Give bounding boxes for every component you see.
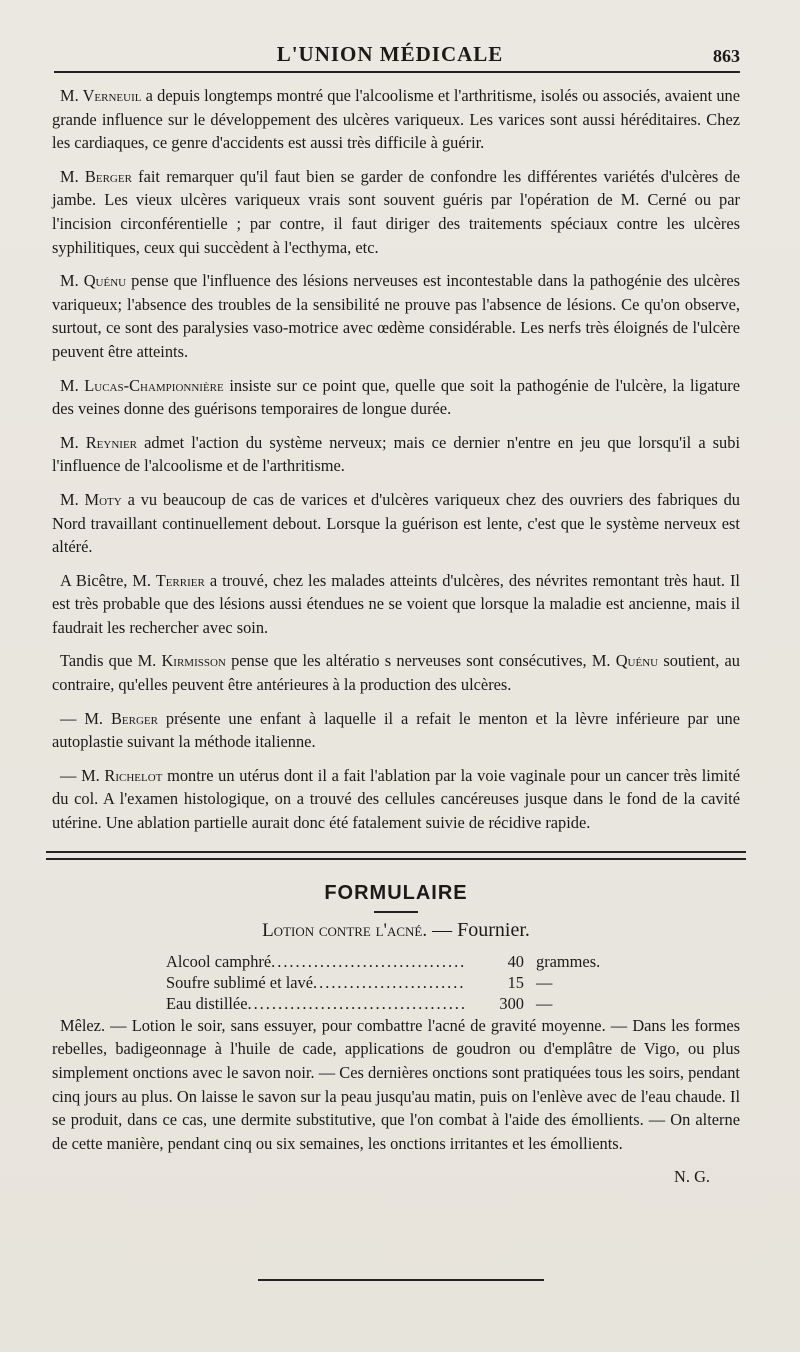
speaker-name: M. Lucas-Championnière: [60, 375, 224, 395]
leader-dots: [271, 951, 464, 972]
page-header: [40, 40, 740, 74]
lotion-name: Lotion contre l'acné.: [262, 920, 428, 942]
author-initials: N. G.: [674, 1167, 710, 1187]
paragraph-text: soutient, au contraire, qu'elles peuvent être antérieures à la production des ulcères.: [52, 651, 741, 695]
paragraph-text: a depuis longtemps montré que l'alcoolisme et l'arthritisme, isolés ou associés, avaient une grande influence sur le développement des ulcères variqueux. Les varices sont aussi héréditaires. Chez les cardiaques, ce genre d'accidents est aussi très difficile à guérir.: [52, 86, 740, 153]
ingredient-qty: 300: [499, 993, 524, 1013]
paragraph-text: présente une enfant à laquelle il a refait le menton et la lèvre inférieure par une autoplastie suivant la méthode italienne.: [52, 708, 740, 752]
title-underline: [374, 911, 418, 913]
recipe-list: [166, 951, 636, 1014]
journal-title: L'UNION MÉDICALE: [276, 42, 504, 66]
speaker-name: M. Quénu: [60, 271, 127, 291]
paragraph-berger-autoplastie: [52, 707, 740, 754]
speaker-name: M. Reynier: [60, 432, 138, 452]
ingredient-unit: —: [536, 972, 553, 992]
paragraph-text: insiste sur ce point que, quelle que soit la pathogénie de l'ulcère, la ligature des veines donne des guérisons temporaires de longue durée.: [52, 375, 740, 419]
speaker-name: M. Richelot: [81, 765, 163, 785]
paragraph-prefix: Tandis que: [60, 651, 138, 671]
recipe-row: [166, 993, 636, 1014]
page-number: 863: [713, 46, 740, 66]
recipe-row: [166, 951, 636, 972]
paragraph-kirmisson: [52, 649, 740, 696]
lotion-title: [52, 919, 740, 943]
speaker-name: M. Verneuil: [60, 86, 142, 105]
end-rule: [258, 1279, 544, 1281]
recipe-row: [166, 972, 636, 993]
paragraph-richelot: [52, 764, 740, 835]
header-rule: [54, 71, 740, 73]
paragraph-text: pense que l'influence des lésions nerveuses est incontestable dans la pathogénie des ulcères variqueux; l'absence des troubles de la sensibilité ne prouve pas l'absence de lésions. Ce qu'on observe, surtout, ce sont des paralysies vaso-motrice avec œdème considérable. Les nerfs très éloignés de l'ulcère peuvent être atteints.: [52, 271, 740, 361]
paragraph-text: a trouvé, chez les malades atteints d'ulcères, des névrites remontant très haut. Il est très probable que des lésions aussi étendues ne se voient que lorsque la maladie est ancienne, mais il faudrait les rechercher avec soin.: [52, 570, 740, 637]
paragraph-text: pense que les altératio s nerveuses sont consécutives,: [225, 651, 592, 671]
ingredient-name: Soufre sublimé et lavé: [166, 972, 314, 992]
article-body: [52, 84, 740, 1189]
ingredient-unit: —: [536, 993, 553, 1013]
speaker-name: M. Berger: [60, 166, 132, 186]
paragraph-text: admet l'action du système nerveux; mais ce dernier n'entre en jeu que lorsqu'il a subi l'influence de l'alcoolisme et de l'arthritisme.: [52, 432, 740, 476]
ingredient-name: Alcool camphré: [166, 951, 272, 971]
lotion-author: — Fournier.: [432, 919, 530, 942]
paragraph-text: montre un utérus dont il a fait l'ablation par la voie vaginale pour un cancer très limité du col. A l'examen histologique, on a trouvé des cellules cancéreuses jusque dans le fond de la cavité utérine. Une ablation partielle aurait donc été fatalement suivie de récidive rapide.: [52, 765, 740, 833]
ingredient-qty: 40: [507, 951, 524, 971]
speaker-name: M. Moty: [60, 489, 122, 509]
paragraph-berger: [52, 165, 740, 259]
speaker-name: M. Kirmisson: [137, 651, 226, 671]
paragraph-terrier: [52, 569, 740, 640]
paragraph-quenu: [52, 269, 740, 363]
lotion-instructions: Mêlez. — Lotion le soir, sans essuyer, pour combattre l'acné de gravité moyenne. — Dans les formes rebelles, badigeonnage à l'huile de cade, applications de goudron ou d'emplâtre de Vigo, ou plus simplement onctions avec le savon noir. — Ces dernières onctions sont pratiquées tous les soirs, pendant cinq jours au plus. On laisse le savon sur la peau jusqu'au matin, puis on l'enlève avec de l'eau chaude. Il se produit, dans ce cas, une dermite substitutive, que l'on combat à l'aide des émollients. — On alterne de cette manière, pendant cinq ou six semaines, les onctions irritantes et les émollients.: [52, 1015, 740, 1153]
ingredient-qty: 15: [507, 972, 524, 992]
ingredient-name: Eau distillée: [166, 993, 248, 1013]
speaker-name: M. Quénu: [591, 651, 659, 671]
ingredient-unit: grammes.: [536, 951, 601, 971]
paragraph-verneuil: [52, 84, 740, 155]
leader-dots: [313, 972, 464, 993]
paragraph-reynier: [52, 431, 740, 478]
section-divider: [46, 851, 746, 860]
paragraph-prefix: A Bicêtre,: [60, 570, 133, 590]
paragraph-lucas-championniere: [52, 374, 740, 421]
paragraph-prefix: —: [60, 708, 85, 728]
paragraph-prefix: —: [60, 765, 82, 785]
leader-dots: [247, 993, 464, 1014]
paragraph-text: a vu beaucoup de cas de varices et d'ulcères variqueux chez des ouvriers des fabriques du Nord travaillant continuellement debout. Lorsque la guérison est lente, c'est que le système nerveux est altéré.: [52, 489, 740, 557]
paragraph-moty: [52, 488, 740, 559]
formulaire-title: FORMULAIRE: [324, 881, 468, 904]
paragraph-text: fait remarquer qu'il faut bien se garder de confondre les différentes variétés d'ulcères de jambe. Les vieux ulcères variqueux vrais sont souvent guéris par l'opération de M. Cerné ou par l'incision circonférentielle ; par contre, il faut diriger des traitements spéciaux contre les ulcères syphilitiques, ceux qui succèdent à l'ecthyma, etc.: [52, 166, 740, 257]
speaker-name: M. Berger: [84, 708, 158, 728]
speaker-name: M. Terrier: [132, 570, 205, 590]
